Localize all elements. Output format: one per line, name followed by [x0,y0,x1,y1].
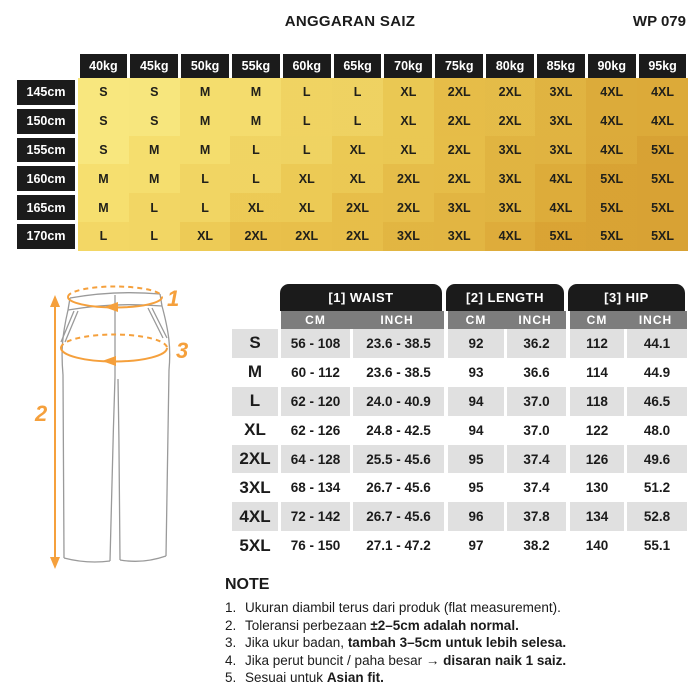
matrix-size-cell: L [230,136,281,165]
measure-hip_inch: 52.8 [624,502,687,531]
measure-hip_cm: 126 [566,445,624,474]
height-label: 150cm [17,109,75,134]
matrix-size-cell: XL [332,164,383,193]
measure-length_cm: 92 [444,329,504,358]
matrix-size-cell: 3XL [485,164,536,193]
note-number: 4. [225,652,237,668]
note-number: 3. [225,635,237,650]
unit-header-cm: CM [444,311,504,329]
matrix-size-cell: 3XL [434,193,485,222]
measure-length_cm: 95 [444,445,504,474]
measure-length_inch: 37.4 [504,473,566,502]
matrix-size-cell: L [180,193,231,222]
note-number: 1. [225,600,237,615]
matrix-size-cell: M [230,78,281,107]
measure-waist_cm: 76 - 150 [278,531,350,560]
matrix-size-cell: M [230,107,281,136]
notes-heading: NOTE [225,576,270,593]
measure-hip_cm: 122 [566,416,624,445]
note-item [225,599,690,617]
measure-length_cm: 93 [444,358,504,387]
matrix-size-cell: S [129,78,180,107]
size-label: M [232,358,278,387]
group-header: [3] HIP [568,284,685,311]
notes-list [225,599,690,687]
matrix-size-cell: 2XL [383,164,434,193]
measure-length_inch: 36.2 [504,329,566,358]
matrix-size-cell: M [180,107,231,136]
measure-hip_inch: 46.5 [624,387,687,416]
note-item [225,634,690,652]
matrix-size-cell: 3XL [383,222,434,251]
matrix-size-cell: 5XL [535,222,586,251]
matrix-size-cell: 5XL [637,193,688,222]
matrix-size-cell: L [281,136,332,165]
matrix-size-cell: 5XL [637,164,688,193]
height-label: 170cm [17,224,75,249]
measure-hip_cm: 130 [566,473,624,502]
pants-diagram [28,280,233,572]
weight-header: 70kg [384,54,432,78]
measure-length_inch: 38.2 [504,531,566,560]
matrix-size-cell: M [78,164,129,193]
matrix-size-cell: 2XL [485,107,536,136]
matrix-size-cell: XL [281,193,332,222]
matrix-size-cell: 2XL [332,222,383,251]
matrix-size-cell: L [78,222,129,251]
measure-waist_inch: 27.1 - 47.2 [350,531,444,560]
measure-hip_inch: 48.0 [624,416,687,445]
measure-waist_cm: 62 - 120 [278,387,350,416]
size-label: XL [232,416,278,445]
matrix-size-cell: L [281,78,332,107]
weight-header: 55kg [232,54,280,78]
matrix-size-cell: XL [383,136,434,165]
hip-label: 3 [176,338,189,363]
matrix-size-cell: 2XL [434,107,485,136]
measure-waist_cm: 68 - 134 [278,473,350,502]
unit-header-inch: INCH [624,311,687,329]
matrix-size-cell: M [78,193,129,222]
matrix-size-cell: 2XL [332,193,383,222]
measure-waist_inch: 25.5 - 45.6 [350,445,444,474]
matrix-size-cell: L [230,164,281,193]
height-label: 160cm [17,166,75,191]
measure-waist_cm: 62 - 126 [278,416,350,445]
matrix-size-cell: L [281,107,332,136]
table-corner [232,284,278,311]
measure-waist_inch: 23.6 - 38.5 [350,329,444,358]
measure-waist_inch: 24.0 - 40.9 [350,387,444,416]
matrix-size-cell: 4XL [637,78,688,107]
matrix-size-cell: L [180,164,231,193]
group-header: [1] WAIST [280,284,442,311]
matrix-size-cell: 4XL [586,136,637,165]
matrix-size-cell: 2XL [383,193,434,222]
matrix-size-cell: 5XL [586,193,637,222]
matrix-size-cell: 4XL [535,164,586,193]
matrix-size-cell: S [78,136,129,165]
matrix-size-cell: 5XL [637,222,688,251]
measure-hip_inch: 51.2 [624,473,687,502]
weight-height-matrix [17,54,688,251]
measure-waist_inch: 26.7 - 45.6 [350,502,444,531]
matrix-size-cell: 4XL [535,193,586,222]
matrix-size-cell: XL [281,164,332,193]
size-label: 3XL [232,473,278,502]
measure-length_cm: 95 [444,473,504,502]
matrix-size-cell: S [129,107,180,136]
measure-waist_inch: 24.8 - 42.5 [350,416,444,445]
matrix-size-cell: 3XL [535,136,586,165]
note-number: 5. [225,670,237,685]
matrix-size-cell: M [180,78,231,107]
length-measure-annotation [34,295,60,569]
matrix-size-cell: M [129,164,180,193]
measure-hip_cm: 134 [566,502,624,531]
measure-waist_inch: 23.6 - 38.5 [350,358,444,387]
note-text: Ukuran diambil terus dari produk (flat measurement). [245,600,561,615]
measure-hip_inch: 44.1 [624,329,687,358]
weight-header: 40kg [80,54,128,78]
matrix-size-cell: XL [180,222,231,251]
measure-length_inch: 37.4 [504,445,566,474]
measure-length_cm: 97 [444,531,504,560]
matrix-size-cell: 3XL [485,193,536,222]
measure-length_inch: 37.8 [504,502,566,531]
measure-waist_cm: 64 - 128 [278,445,350,474]
size-label: 2XL [232,445,278,474]
unit-header-inch: INCH [350,311,444,329]
measure-hip_cm: 112 [566,329,624,358]
size-label: 5XL [232,531,278,560]
matrix-size-cell: M [129,136,180,165]
note-number: 2. [225,617,237,633]
matrix-size-cell: 2XL [434,164,485,193]
weight-header: 90kg [588,54,636,78]
matrix-size-cell: 2XL [434,136,485,165]
matrix-size-cell: XL [230,193,281,222]
matrix-size-cell: 2XL [485,78,536,107]
weight-header: 80kg [486,54,534,78]
measure-length_inch: 37.0 [504,416,566,445]
measure-waist_inch: 26.7 - 45.6 [350,473,444,502]
page-title: ANGGARAN SAIZ [284,13,416,30]
unit-header-cm: CM [278,311,350,329]
matrix-size-cell: 4XL [485,222,536,251]
matrix-size-cell: 4XL [586,107,637,136]
matrix-size-cell: 2XL [281,222,332,251]
note-item [225,652,690,670]
matrix-size-cell: 3XL [535,78,586,107]
matrix-size-cell: 5XL [586,164,637,193]
weight-header: 95kg [639,54,687,78]
measure-length_inch: 36.6 [504,358,566,387]
group-header: [2] LENGTH [446,284,564,311]
note-item [225,669,690,687]
pants-outline [61,293,170,562]
matrix-size-cell: XL [383,78,434,107]
matrix-size-cell: XL [332,136,383,165]
matrix-size-cell: L [332,107,383,136]
note-text: Jika perut buncit / paha besar → disaran naik 1 saiz. [245,652,567,668]
measure-length_inch: 37.0 [504,387,566,416]
matrix-size-cell: XL [383,107,434,136]
note-item [225,617,690,635]
matrix-size-cell: M [180,136,231,165]
matrix-size-cell: S [78,107,129,136]
product-code: WP 079 [632,13,686,30]
measure-hip_inch: 49.6 [624,445,687,474]
matrix-size-cell: 3XL [434,222,485,251]
pants-diagram-svg [28,280,233,572]
size-label: 4XL [232,502,278,531]
measure-hip_cm: 118 [566,387,624,416]
matrix-size-cell: 2XL [230,222,281,251]
measure-hip_cm: 114 [566,358,624,387]
note-text: Jika ukur badan, tambah 3–5cm untuk lebih selesa. [245,635,567,650]
measure-length_cm: 96 [444,502,504,531]
subheader-spacer [232,311,278,329]
measure-hip_inch: 55.1 [624,531,687,560]
matrix-size-cell: L [332,78,383,107]
matrix-size-cell: 2XL [434,78,485,107]
matrix-size-cell: 4XL [586,78,637,107]
note-text: Toleransi perbezaan ±2–5cm adalah normal. [245,617,519,633]
measure-length_cm: 94 [444,416,504,445]
height-label: 165cm [17,195,75,220]
matrix-size-cell: L [129,193,180,222]
matrix-size-cell: 5XL [637,136,688,165]
size-label: S [232,329,278,358]
measure-hip_inch: 44.9 [624,358,687,387]
length-label: 2 [35,401,48,426]
measure-waist_cm: 60 - 112 [278,358,350,387]
measure-hip_cm: 140 [566,531,624,560]
measure-waist_cm: 72 - 142 [278,502,350,531]
matrix-size-cell: 5XL [586,222,637,251]
height-label: 155cm [17,138,75,163]
unit-header-cm: CM [566,311,624,329]
note-text: Sesuai untuk Asian fit. [245,670,384,685]
weight-header: 50kg [181,54,229,78]
weight-header: 45kg [130,54,178,78]
matrix-size-cell: S [78,78,129,107]
matrix-corner [17,54,78,78]
weight-header: 85kg [537,54,585,78]
weight-header: 75kg [435,54,483,78]
unit-header-inch: INCH [504,311,566,329]
size-label: L [232,387,278,416]
matrix-size-cell: 3XL [535,107,586,136]
matrix-size-cell: 3XL [485,136,536,165]
weight-header: 65kg [334,54,382,78]
height-label: 145cm [17,80,75,105]
measurement-table [232,284,687,560]
measure-length_cm: 94 [444,387,504,416]
matrix-size-cell: L [129,222,180,251]
measure-waist_cm: 56 - 108 [278,329,350,358]
matrix-size-cell: 4XL [637,107,688,136]
notes-section [225,576,690,687]
weight-header: 60kg [283,54,331,78]
waist-label: 1 [167,286,180,311]
